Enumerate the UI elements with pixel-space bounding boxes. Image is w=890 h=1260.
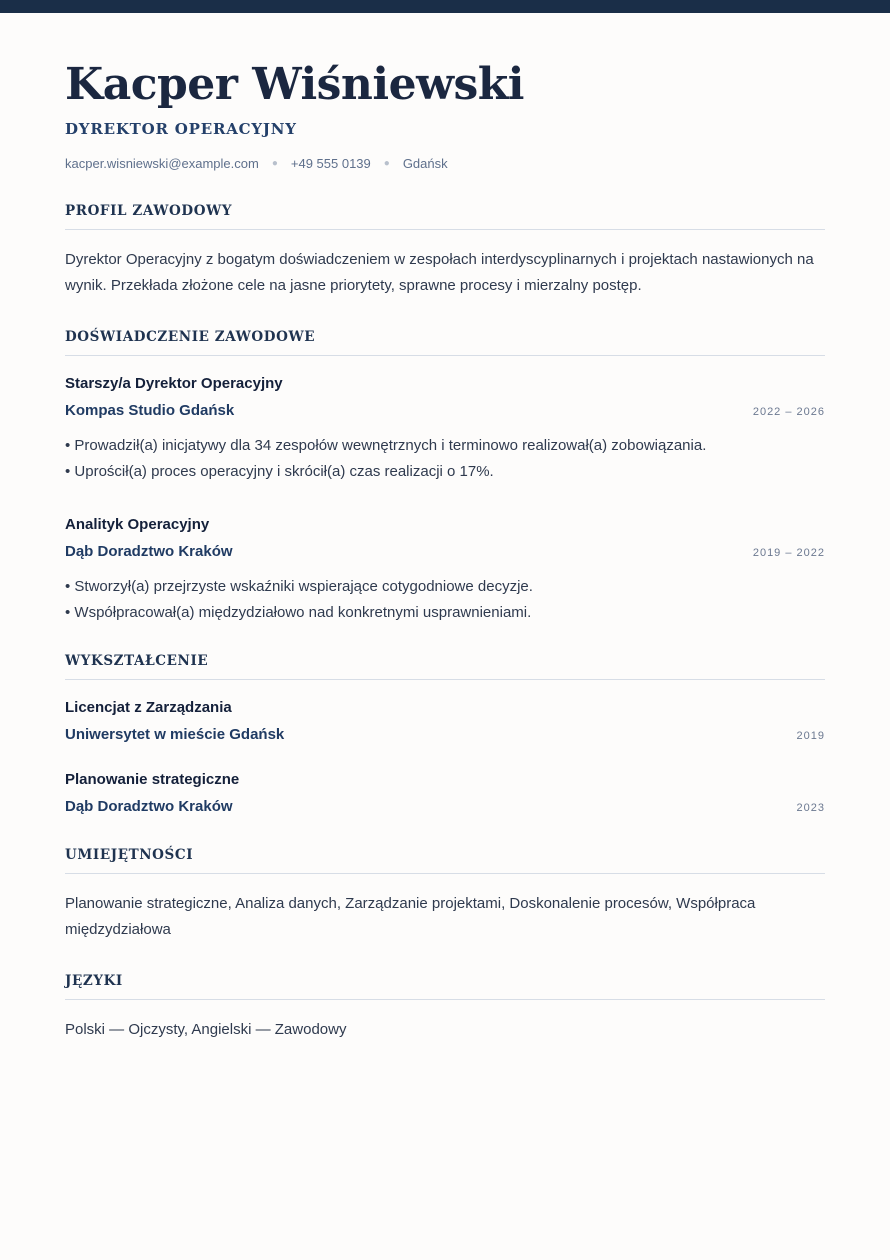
skills-text: Planowanie strategiczne, Analiza danych, Zarządzanie projektami, Doskonalenie procesów, Współpraca międzydziałowa [65, 895, 756, 938]
education-degree: Licencjat z Zarządzania [65, 699, 232, 716]
bullet-item: • Współpracował(a) międzydziałowo nad konkretnymi usprawnieniami. [65, 600, 825, 626]
skills-section [65, 845, 825, 943]
job-bullets [65, 574, 825, 626]
job-meta-row [65, 542, 825, 562]
experience-entry [65, 515, 825, 626]
profile-text: Dyrektor Operacyjny z bogatym doświadczeniem w zespołach interdyscyplinarnych i projektach nastawionych na wynik. Przekłada złożone cele na jasne priorytety, sprawne procesy i mierzalny postęp. [65, 251, 814, 294]
bullet-item: • Uprościł(a) proces operacyjny i skrócił(a) czas realizacji o 17%. [65, 459, 825, 485]
job-dates: 2019 – 2022 [752, 547, 825, 559]
job-bullets [65, 433, 825, 485]
education-meta-row [65, 725, 825, 745]
job-meta-row [65, 401, 825, 421]
bullet-item: • Stworzył(a) przejrzyste wskaźniki wspierające cotygodniowe decyzje. [65, 574, 825, 600]
section-title-languages: JĘZYKI [65, 971, 825, 1000]
separator-dot-icon: ● [271, 158, 278, 169]
education-year: 2019 [796, 730, 825, 742]
education-section [65, 651, 825, 817]
contact-line [65, 155, 825, 173]
contact-phone[interactable]: +49 555 0139 [290, 156, 371, 171]
job-company: Kompas Studio Gdańsk [65, 402, 235, 419]
section-title-education: WYKSZTAŁCENIE [65, 651, 825, 680]
section-title-profile: PROFIL ZAWODOWY [65, 201, 825, 230]
experience-entry [65, 374, 825, 485]
bullet-item: • Prowadził(a) inicjatywy dla 34 zespołów wewnętrznych i terminowo realizował(a) zobowiązania. [65, 433, 825, 459]
education-degree: Planowanie strategiczne [65, 771, 240, 788]
candidate-role: DYREKTOR OPERACYJNY [65, 120, 297, 138]
education-entry [65, 698, 825, 745]
section-title-skills: UMIEJĘTNOŚCI [65, 845, 825, 874]
job-position: Analityk Operacyjny [65, 516, 210, 533]
resume-page [0, 60, 890, 1043]
section-title-experience: DOŚWIADCZENIE ZAWODOWE [65, 327, 825, 356]
languages-section [65, 971, 825, 1043]
separator-dot-icon: ● [383, 158, 390, 169]
education-school: Uniwersytet w mieście Gdańsk [65, 726, 285, 743]
job-company: Dąb Doradztwo Kraków [65, 543, 233, 560]
resume-header [65, 60, 825, 173]
education-year: 2023 [796, 802, 825, 814]
languages-text: Polski — Ojczysty, Angielski — Zawodowy [65, 1021, 347, 1038]
job-position: Starszy/a Dyrektor Operacyjny [65, 375, 283, 392]
contact-city: Gdańsk [402, 156, 448, 171]
education-school: Dąb Doradztwo Kraków [65, 798, 233, 815]
top-accent-bar [0, 0, 890, 13]
experience-section [65, 327, 825, 626]
profile-section [65, 201, 825, 299]
candidate-name: Kacper Wiśniewski [65, 59, 524, 110]
contact-email[interactable]: kacper.wisniewski@example.com [65, 156, 259, 171]
education-entry [65, 770, 825, 817]
education-meta-row [65, 797, 825, 817]
job-dates: 2022 – 2026 [752, 406, 825, 418]
